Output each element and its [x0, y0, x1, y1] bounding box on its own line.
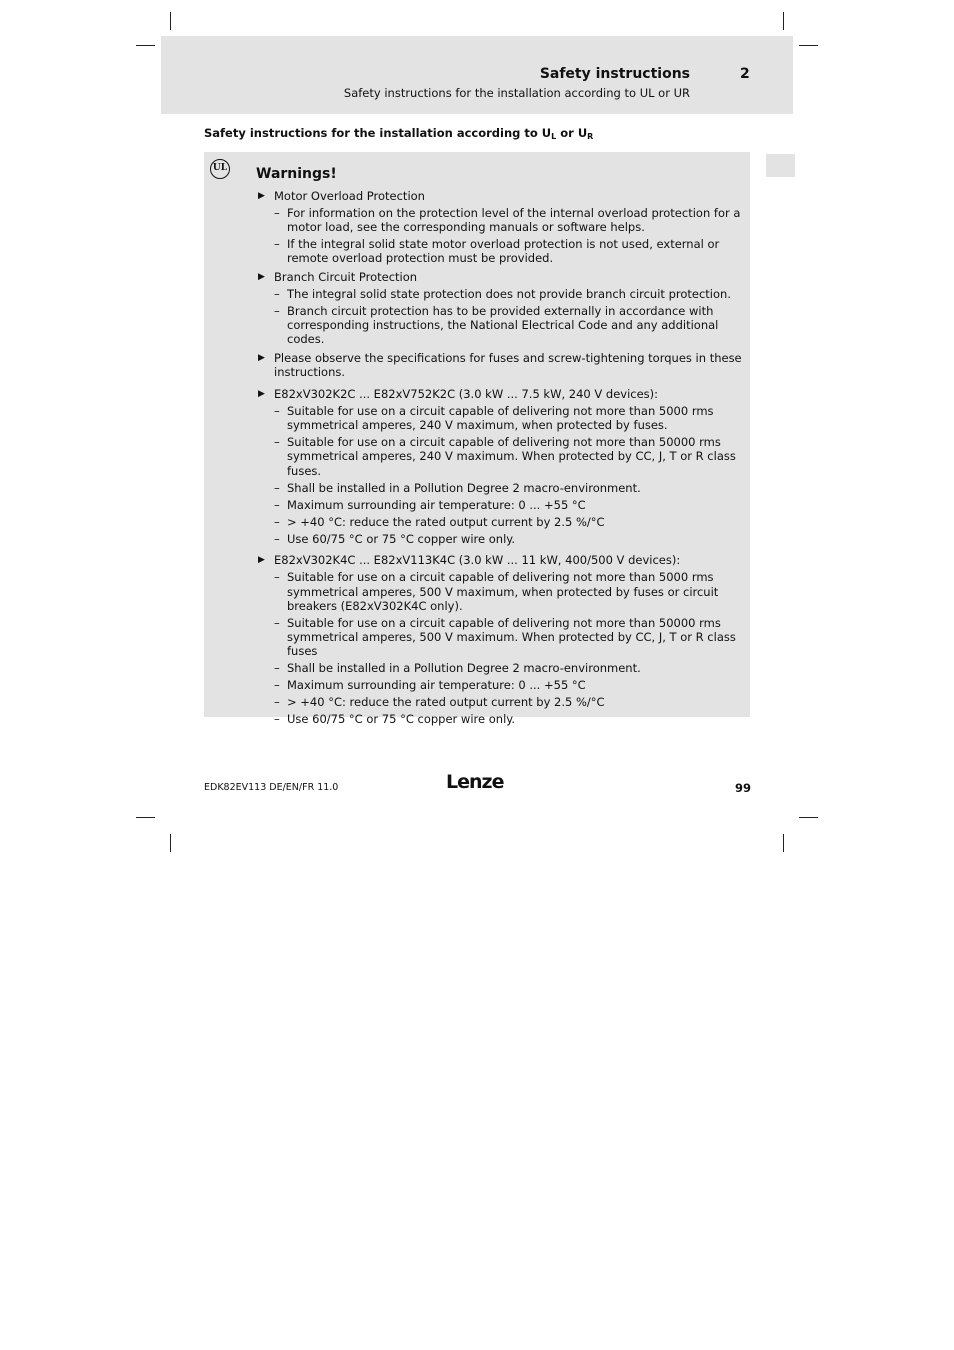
sub-item: – Use 60/75 °C or 75 °C copper wire only. [274, 531, 516, 546]
section-heading-text: or U [556, 126, 588, 140]
dash-icon: – [274, 678, 280, 693]
crop-mark [170, 834, 171, 852]
bullet-item: ▶ Branch Circuit Protection [258, 270, 418, 284]
dash-icon: – [274, 695, 280, 710]
sub-item: – Use 60/75 °C or 75 °C copper wire only. [274, 712, 516, 727]
page-number: 99 [735, 781, 752, 795]
ul-listing-icon [210, 159, 230, 179]
bullet-group [256, 351, 744, 379]
document-code: EDK82EV113 DE/EN/FR 11.0 [204, 782, 339, 793]
warnings-title: Warnings! [256, 166, 337, 182]
crop-mark [170, 12, 171, 30]
dash-icon: – [274, 404, 280, 418]
section-heading-subscript: R [587, 132, 594, 141]
dash-icon: – [274, 615, 280, 630]
dash-icon: – [274, 237, 280, 252]
section-heading [204, 126, 593, 141]
dash-icon: – [274, 661, 280, 676]
dash-icon: – [274, 435, 280, 450]
sub-item: – Suitable for use on a circuit capable of delivering not more than 50000 rms symmetrical amperes, 240 V maximum. When protected by CC, J, T or R class fuses. [274, 435, 736, 478]
crop-mark [136, 45, 155, 46]
dash-icon: – [274, 287, 280, 301]
bullet-item: ▶ Motor Overload Protection [258, 189, 425, 203]
sub-item: – Shall be installed in a Pollution Degree 2 macro-environment. [274, 661, 641, 676]
crop-mark [799, 45, 818, 46]
chapter-subtitle: Safety instructions for the installation according to UL or UR [343, 86, 690, 100]
sub-item: – Suitable for use on a circuit capable of delivering not more than 5000 rms symmetrical amperes, 240 V maximum, when protected by fuses. [274, 404, 714, 433]
triangle-bullet-icon: ▶ [258, 353, 265, 363]
bullet-item: ▶ E82xV302K4C ... E82xV113K4C (3.0 kW ... 11 kW, 400/500 V devices): [258, 553, 681, 568]
sub-item: – Branch circuit protection has to be provided externally in accordance with corresponding instructions, the National Electrical Code and any additional codes. [274, 304, 719, 347]
sub-item: – Suitable for use on a circuit capable of delivering not more than 5000 rms symmetrical amperes, 500 V maximum, when protected by fuses or circuit breakers (E82xV302K4C only). [274, 570, 719, 613]
sub-item: – Maximum surrounding air temperature: 0 ... +55 °C [274, 678, 586, 693]
triangle-bullet-icon: ▶ [258, 191, 265, 201]
crop-mark [783, 12, 784, 30]
bullet-item: ▶ Please observe the specifications for fuses and screw-tightening torques in these instructions. [258, 351, 742, 380]
dash-icon: – [274, 304, 280, 318]
triangle-bullet-icon: ▶ [258, 555, 265, 566]
dash-icon: – [274, 570, 280, 585]
bullet-group [256, 553, 744, 726]
section-heading-subscript: L [551, 132, 557, 141]
dash-icon: – [274, 531, 280, 546]
chapter-side-tab [766, 154, 795, 177]
crop-mark [783, 834, 784, 852]
chapter-title: Safety instructions [539, 66, 690, 82]
sub-item: – > +40 °C: reduce the rated output current by 2.5 %/°C [274, 514, 605, 529]
warning-content [256, 189, 744, 731]
dash-icon: – [274, 206, 280, 220]
dash-icon: – [274, 480, 280, 495]
bullet-group [256, 270, 744, 347]
triangle-bullet-icon: ▶ [258, 389, 265, 399]
sub-item: – > +40 °C: reduce the rated output current by 2.5 %/°C [274, 695, 605, 710]
dash-icon: – [274, 712, 280, 727]
sub-item: – Shall be installed in a Pollution Degree 2 macro-environment. [274, 480, 641, 495]
sub-item: – Suitable for use on a circuit capable of delivering not more than 50000 rms symmetrical amperes, 500 V maximum. When protected by CC, J, T or R class fuses [274, 615, 736, 659]
header-band [161, 36, 793, 114]
sub-item: – For information on the protection level of the internal overload protection for a motor load, see the corresponding manuals or software helps. [274, 206, 741, 235]
triangle-bullet-icon: ▶ [258, 272, 265, 282]
ul-icon-text: UL [212, 163, 228, 173]
dash-icon: – [274, 514, 280, 529]
dash-icon: – [274, 497, 280, 512]
lenze-logo: Lenze [446, 771, 504, 793]
bullet-item: ▶ E82xV302K2C ... E82xV752K2C (3.0 kW ... 7.5 kW, 240 V devices): [258, 387, 659, 401]
crop-mark [799, 817, 818, 818]
chapter-number: 2 [740, 66, 750, 82]
bullet-group [256, 189, 744, 266]
crop-mark [136, 817, 155, 818]
section-heading-text: Safety instructions for the installation according to U [204, 126, 552, 140]
bullet-group [256, 387, 744, 546]
sub-item: – If the integral solid state motor overload protection is not used, external or remote overload protection must be provided. [274, 237, 720, 266]
sub-item: – Maximum surrounding air temperature: 0 ... +55 °C [274, 497, 586, 512]
sub-item: – The integral solid state protection does not provide branch circuit protection. [274, 287, 731, 301]
